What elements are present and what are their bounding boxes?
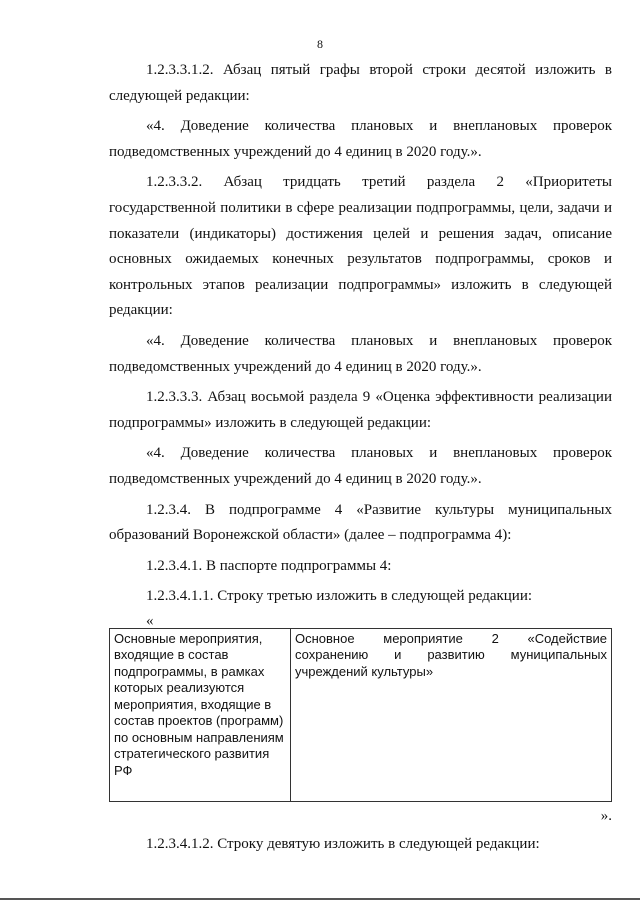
quoted-paragraph: «4. Доведение количества плановых и внеплановых проверок подведомственных учреждений до 4 единиц в 2020 году.». [109,332,612,375]
table-cell-value: Основное мероприятие 2 «Содействие сохранению и развитию муниципальных учреждений культуры» [291,628,612,801]
bottom-divider [0,898,640,900]
paragraph: 1.2.3.3.2. Абзац тридцать третий раздела 2 «Приоритеты государственной политики в сфере реализации подпрограммы, цели, задачи и показатели (индикаторы) достижения целей и решения задач, описание основных ожидаемых конечных результатов подпрограммы, сроков и контрольных этапов реализации подпрограммы» изложить в следующей редакции: [109,174,612,319]
document-body [109,58,612,857]
paragraph: 1.2.3.3.3. Абзац восьмой раздела 9 «Оценка эффективности реализации подпрограммы» изложить в следующей редакции: [109,389,612,431]
paragraph: 1.2.3.4.1.2. Строку девятую изложить в следующей редакции: [146,835,540,852]
table-row [110,628,612,801]
paragraph: 1.2.3.4.1.1. Строку третью изложить в следующей редакции: [146,588,533,605]
quoted-paragraph: «4. Доведение количества плановых и внеплановых проверок подведомственных учреждений до 4 единиц в 2020 году.». [109,445,612,487]
quoted-paragraph: «4. Доведение количества плановых и внеплановых проверок подведомственных учреждений до 4 единиц в 2020 году.». [109,118,612,160]
paragraph: 1.2.3.4.1. В паспорте подпрограммы 4: [146,557,392,574]
quote-close-mark: ». [600,807,612,824]
paragraph: 1.2.3.4. В подпрограмме 4 «Развитие культуры муниципальных образований Воронежской области» (далее – подпрограмма 4): [109,501,612,544]
page-number: 8 [317,37,323,51]
quote-open-mark: « [146,612,154,629]
passport-table [109,628,612,802]
paragraph: 1.2.3.3.1.2. Абзац пятый графы второй строки десятой изложить в следующей редакции: [109,62,612,104]
table-cell-label: Основные мероприятия, входящие в состав подпрограммы, в рамках которых реализуются мероприятия, входящие в состав проектов (программ) по основным направлениям стратегического развития РФ [110,628,291,801]
